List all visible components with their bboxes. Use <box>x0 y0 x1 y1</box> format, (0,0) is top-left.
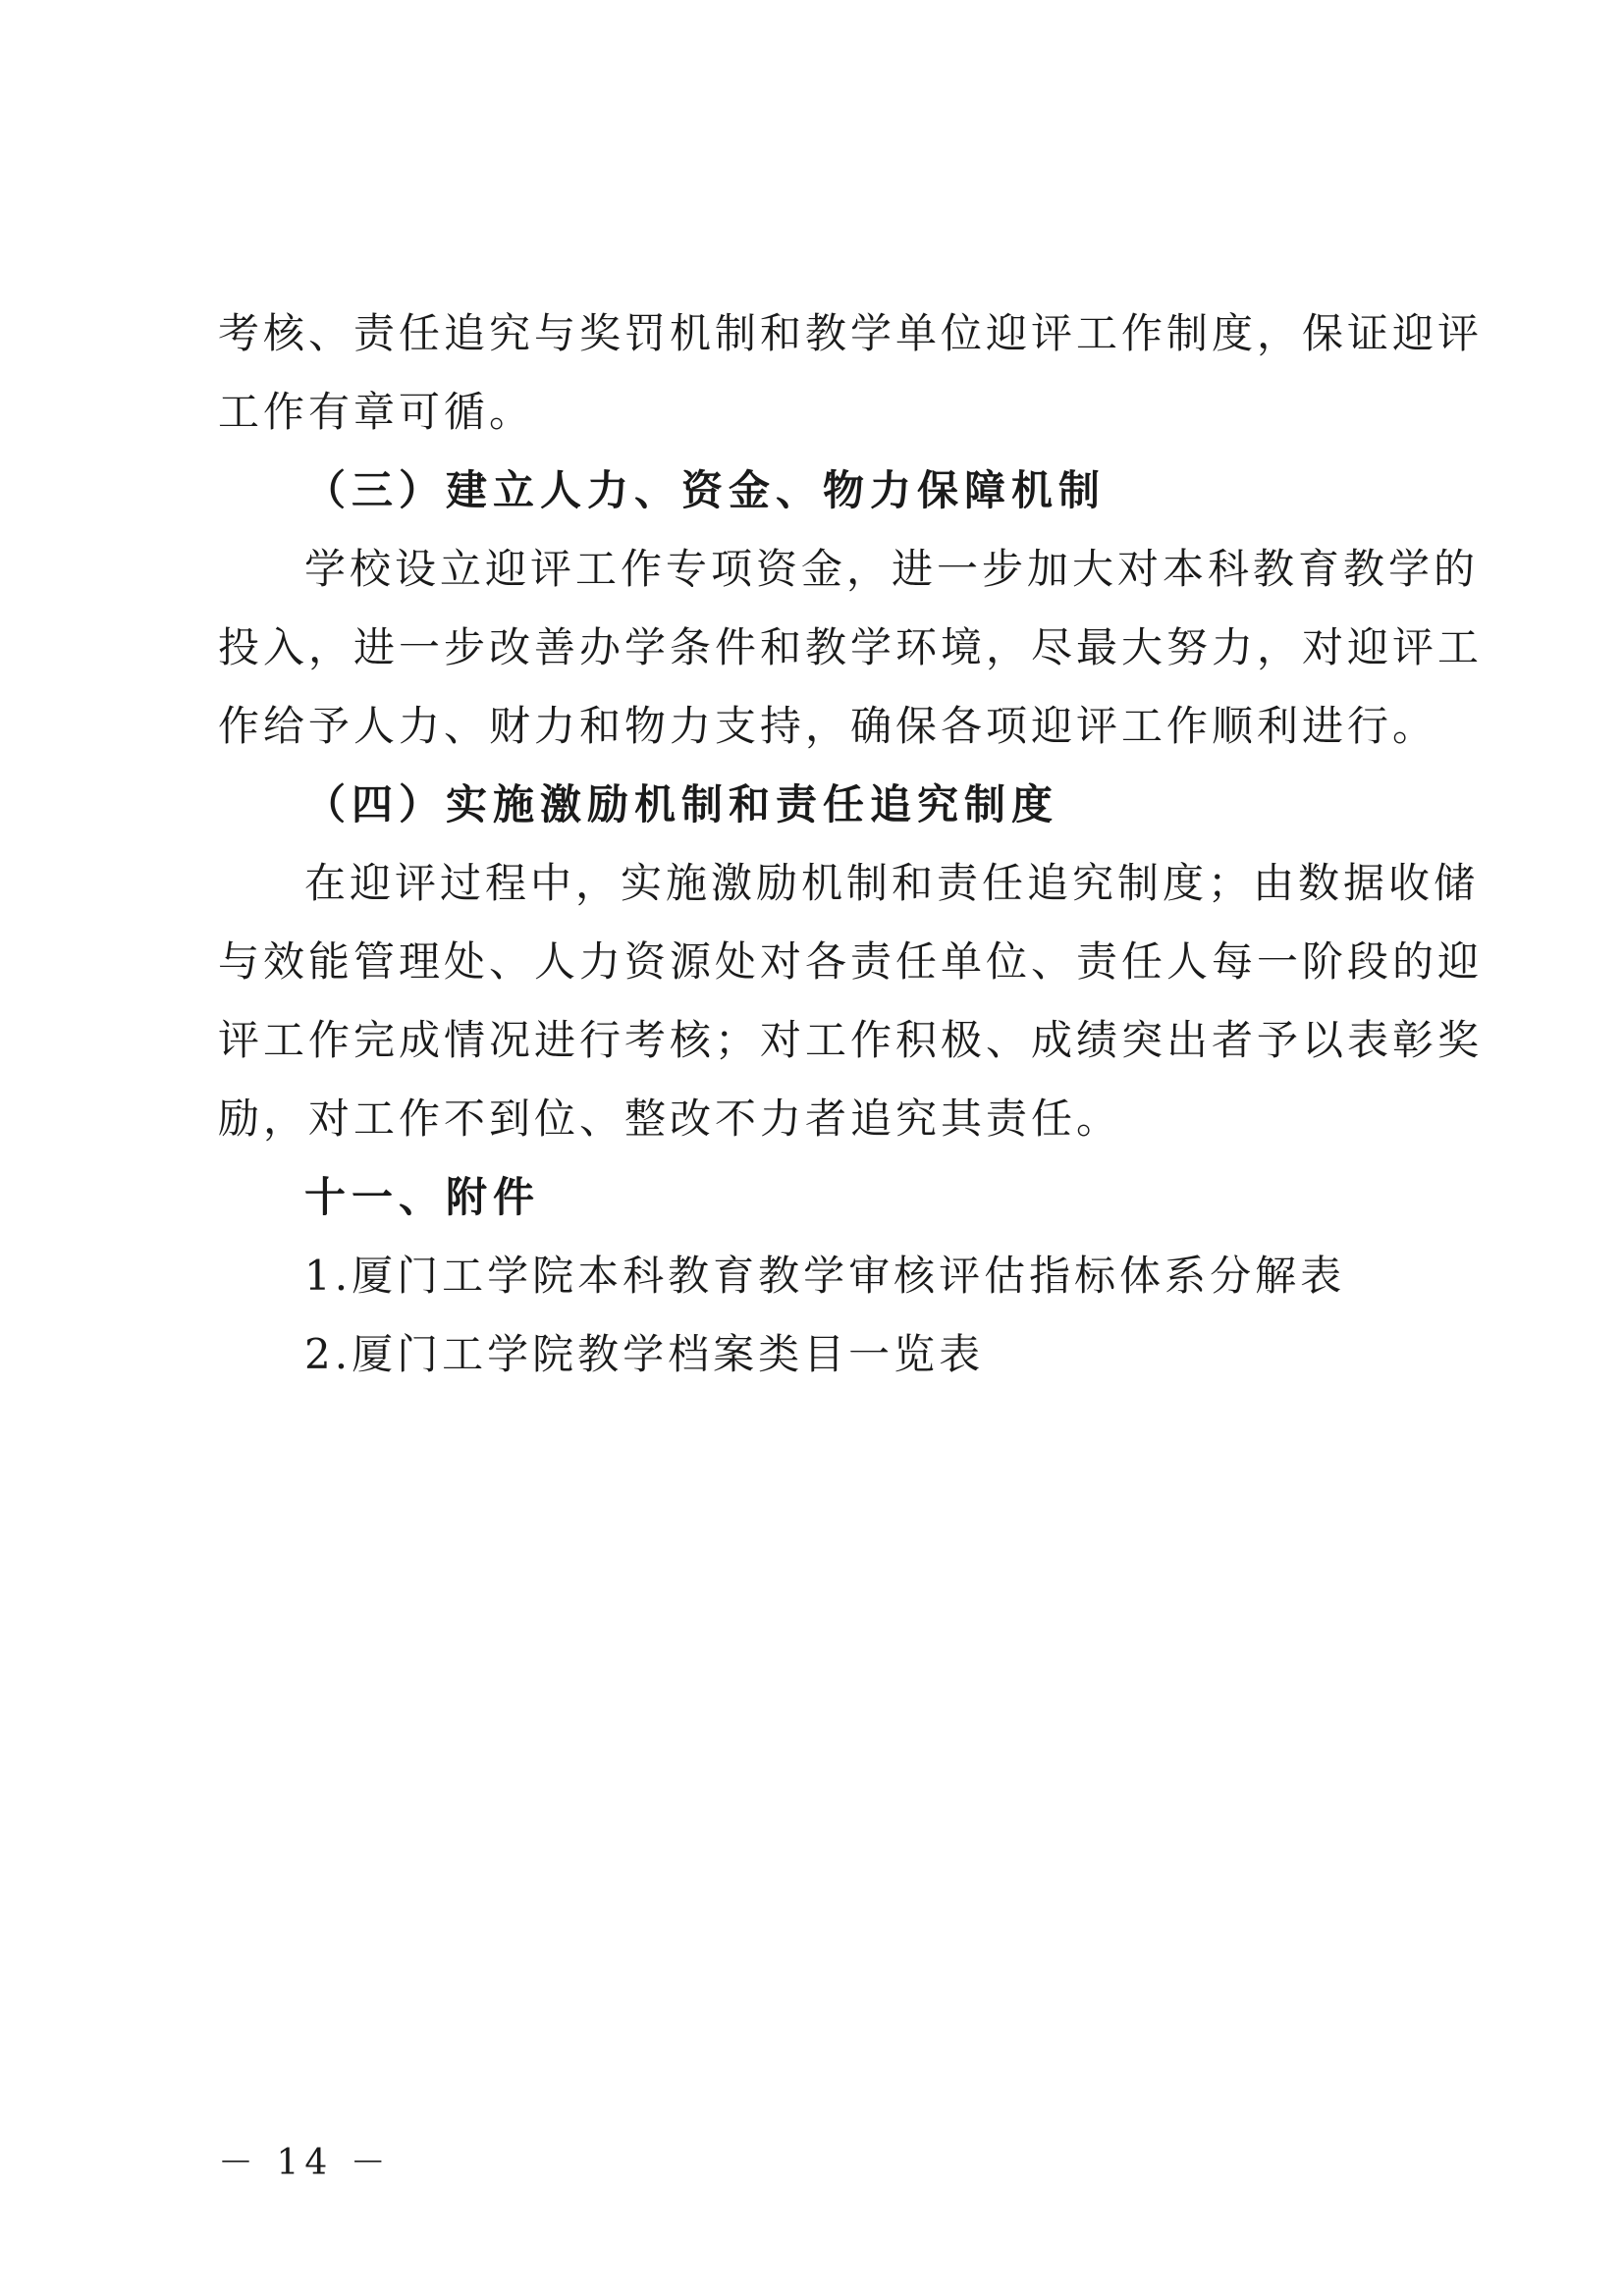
attachments-heading: 十一、附件 <box>304 1173 541 1221</box>
paragraph-line: 评工作完成情况进行考核；对工作积极、成绩突出者予以表彰奖 <box>218 1016 1484 1064</box>
section-heading-3: （三）建立人力、资金、物力保障机制 <box>304 466 1107 514</box>
section-heading-4: （四）实施激励机制和责任追究制度 <box>304 780 1059 828</box>
paragraph-line: 工作有章可循。 <box>218 388 535 436</box>
paragraph-line: 在迎评过程中，实施激励机制和责任追究制度；由数据收储 <box>304 859 1480 907</box>
attachment-item-2: 2.厦门工学院教学档案类目一览表 <box>304 1330 985 1378</box>
attachment-item-1: 1.厦门工学院本科教育教学审核评估指标体系分解表 <box>304 1252 1346 1300</box>
paragraph-line: 学校设立迎评工作专项资金，进一步加大对本科教育教学的 <box>304 545 1480 593</box>
page-number: － 14 － <box>218 2143 392 2183</box>
paragraph-line: 投入，进一步改善办学条件和教学环境，尽最大努力，对迎评工 <box>218 623 1484 671</box>
paragraph-line: 考核、责任追究与奖罚机制和教学单位迎评工作制度，保证迎评 <box>218 309 1484 357</box>
paragraph-line: 与效能管理处、人力资源处对各责任单位、责任人每一阶段的迎 <box>218 937 1484 986</box>
page-body <box>218 294 1484 1394</box>
paragraph-line: 作给予人力、财力和物力支持，确保各项迎评工作顺利进行。 <box>218 702 1438 750</box>
paragraph-line: 励，对工作不到位、整改不力者追究其责任。 <box>218 1095 1122 1143</box>
